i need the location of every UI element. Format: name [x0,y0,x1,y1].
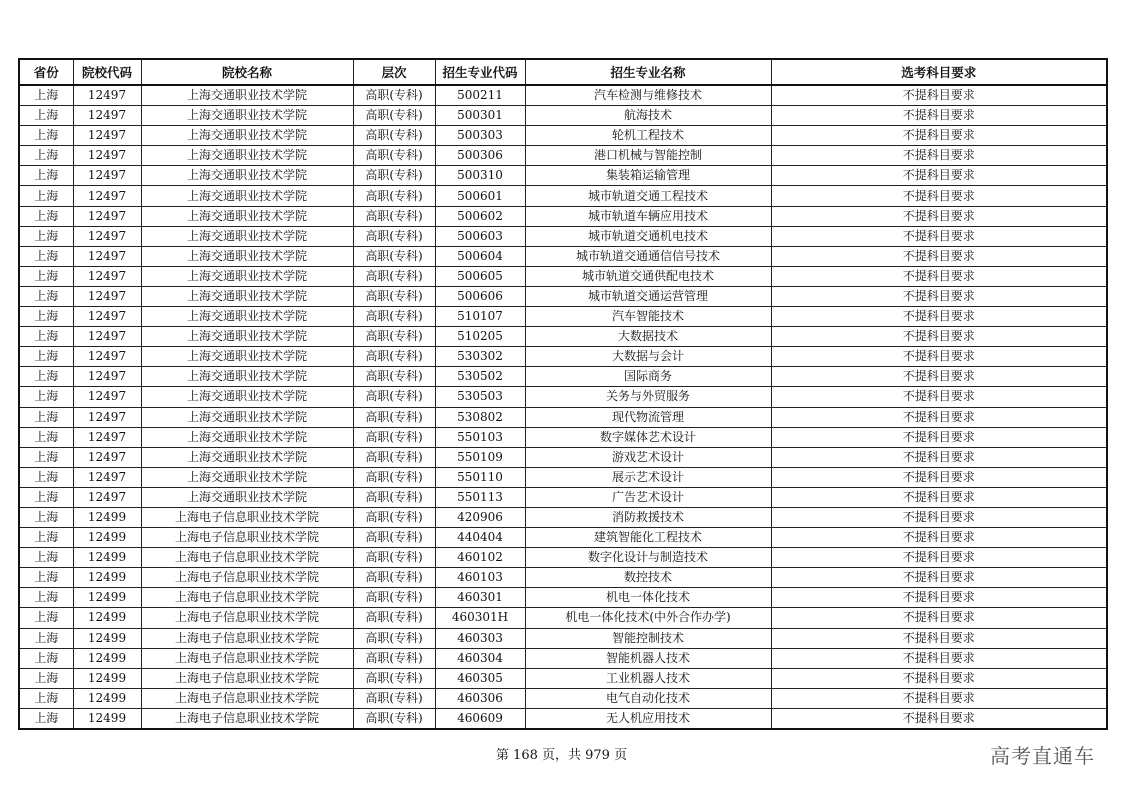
table-row [19,648,1107,668]
province-cell: 上海 [19,327,73,347]
school-code-cell: 12497 [73,126,141,146]
level-cell: 高职(专科) [353,106,435,126]
subject-requirement-cell: 不提科目要求 [771,126,1107,146]
province-cell: 上海 [19,367,73,387]
subject-requirement-cell: 不提科目要求 [771,668,1107,688]
table-row [19,487,1107,507]
major-name-cell: 现代物流管理 [525,407,771,427]
table-row [19,688,1107,708]
header-school-code: 院校代码 [73,59,141,85]
province-cell: 上海 [19,387,73,407]
major-name-cell: 城市轨道交通工程技术 [525,186,771,206]
header-school-name: 院校名称 [141,59,353,85]
level-cell: 高职(专科) [353,126,435,146]
subject-requirement-cell: 不提科目要求 [771,206,1107,226]
school-name-cell: 上海电子信息职业技术学院 [141,708,353,729]
major-name-cell: 智能控制技术 [525,628,771,648]
level-cell: 高职(专科) [353,266,435,286]
header-major-name: 招生专业名称 [525,59,771,85]
major-name-cell: 国际商务 [525,367,771,387]
province-cell: 上海 [19,206,73,226]
subject-requirement-cell: 不提科目要求 [771,588,1107,608]
table-row [19,608,1107,628]
major-name-cell: 无人机应用技术 [525,708,771,729]
school-code-cell: 12499 [73,628,141,648]
school-code-cell: 12499 [73,708,141,729]
subject-requirement-cell: 不提科目要求 [771,286,1107,306]
school-name-cell: 上海交通职业技术学院 [141,387,353,407]
school-code-cell: 12499 [73,588,141,608]
subject-requirement-cell: 不提科目要求 [771,226,1107,246]
level-cell: 高职(专科) [353,487,435,507]
school-code-cell: 12497 [73,447,141,467]
subject-requirement-cell: 不提科目要求 [771,708,1107,729]
province-cell: 上海 [19,146,73,166]
table-row [19,668,1107,688]
major-code-cell: 500605 [435,266,525,286]
subject-requirement-cell: 不提科目要求 [771,467,1107,487]
province-cell: 上海 [19,286,73,306]
level-cell: 高职(专科) [353,608,435,628]
school-name-cell: 上海交通职业技术学院 [141,266,353,286]
table-row [19,186,1107,206]
major-code-cell: 500606 [435,286,525,306]
major-name-cell: 数字化设计与制造技术 [525,548,771,568]
school-code-cell: 12497 [73,367,141,387]
major-name-cell: 集装箱运输管理 [525,166,771,186]
major-name-cell: 轮机工程技术 [525,126,771,146]
province-cell: 上海 [19,427,73,447]
table-row [19,327,1107,347]
major-code-cell: 500310 [435,166,525,186]
header-major-code: 招生专业代码 [435,59,525,85]
school-name-cell: 上海电子信息职业技术学院 [141,588,353,608]
school-name-cell: 上海电子信息职业技术学院 [141,528,353,548]
province-cell: 上海 [19,528,73,548]
school-name-cell: 上海交通职业技术学院 [141,327,353,347]
level-cell: 高职(专科) [353,407,435,427]
table-row [19,246,1107,266]
subject-requirement-cell: 不提科目要求 [771,688,1107,708]
province-cell: 上海 [19,668,73,688]
major-name-cell: 智能机器人技术 [525,648,771,668]
school-name-cell: 上海交通职业技术学院 [141,427,353,447]
table-row [19,568,1107,588]
major-code-cell: 500306 [435,146,525,166]
province-cell: 上海 [19,307,73,327]
major-name-cell: 关务与外贸服务 [525,387,771,407]
major-code-cell: 500601 [435,186,525,206]
major-code-cell: 460305 [435,668,525,688]
major-code-cell: 510107 [435,307,525,327]
major-code-cell: 500604 [435,246,525,266]
school-code-cell: 12497 [73,487,141,507]
table-row [19,126,1107,146]
subject-requirement-cell: 不提科目要求 [771,367,1107,387]
level-cell: 高职(专科) [353,588,435,608]
province-cell: 上海 [19,85,73,106]
school-code-cell: 12499 [73,568,141,588]
level-cell: 高职(专科) [353,528,435,548]
school-code-cell: 12497 [73,286,141,306]
school-name-cell: 上海交通职业技术学院 [141,286,353,306]
school-code-cell: 12497 [73,467,141,487]
province-cell: 上海 [19,166,73,186]
major-name-cell: 数字媒体艺术设计 [525,427,771,447]
province-cell: 上海 [19,126,73,146]
table-row [19,447,1107,467]
major-code-cell: 550110 [435,467,525,487]
subject-requirement-cell: 不提科目要求 [771,447,1107,467]
major-name-cell: 游戏艺术设计 [525,447,771,467]
level-cell: 高职(专科) [353,186,435,206]
major-code-cell: 550109 [435,447,525,467]
subject-requirement-cell: 不提科目要求 [771,628,1107,648]
subject-requirement-cell: 不提科目要求 [771,166,1107,186]
level-cell: 高职(专科) [353,447,435,467]
province-cell: 上海 [19,347,73,367]
major-name-cell: 电气自动化技术 [525,688,771,708]
school-name-cell: 上海交通职业技术学院 [141,186,353,206]
province-cell: 上海 [19,266,73,286]
school-name-cell: 上海电子信息职业技术学院 [141,628,353,648]
level-cell: 高职(专科) [353,648,435,668]
school-name-cell: 上海交通职业技术学院 [141,146,353,166]
major-code-cell: 460301H [435,608,525,628]
school-name-cell: 上海交通职业技术学院 [141,85,353,106]
major-name-cell: 机电一体化技术(中外合作办学) [525,608,771,628]
school-name-cell: 上海电子信息职业技术学院 [141,688,353,708]
province-cell: 上海 [19,628,73,648]
level-cell: 高职(专科) [353,467,435,487]
school-code-cell: 12497 [73,226,141,246]
school-code-cell: 12499 [73,507,141,527]
school-name-cell: 上海交通职业技术学院 [141,367,353,387]
school-name-cell: 上海交通职业技术学院 [141,407,353,427]
subject-requirement-cell: 不提科目要求 [771,146,1107,166]
major-table [18,58,1108,730]
major-name-cell: 港口机械与智能控制 [525,146,771,166]
page-number: 第 168 页，共 979 页 [495,748,628,763]
level-cell: 高职(专科) [353,427,435,447]
school-name-cell: 上海电子信息职业技术学院 [141,548,353,568]
level-cell: 高职(专科) [353,307,435,327]
subject-requirement-cell: 不提科目要求 [771,347,1107,367]
major-code-cell: 460303 [435,628,525,648]
school-code-cell: 12497 [73,166,141,186]
province-cell: 上海 [19,648,73,668]
province-cell: 上海 [19,487,73,507]
major-code-cell: 500211 [435,85,525,106]
school-code-cell: 12499 [73,548,141,568]
province-cell: 上海 [19,568,73,588]
province-cell: 上海 [19,608,73,628]
subject-requirement-cell: 不提科目要求 [771,528,1107,548]
level-cell: 高职(专科) [353,367,435,387]
subject-requirement-cell: 不提科目要求 [771,487,1107,507]
table-row [19,146,1107,166]
school-name-cell: 上海电子信息职业技术学院 [141,668,353,688]
subject-requirement-cell: 不提科目要求 [771,266,1107,286]
province-cell: 上海 [19,507,73,527]
level-cell: 高职(专科) [353,628,435,648]
header-province: 省份 [19,59,73,85]
major-code-cell: 460306 [435,688,525,708]
level-cell: 高职(专科) [353,246,435,266]
school-code-cell: 12499 [73,648,141,668]
level-cell: 高职(专科) [353,226,435,246]
subject-requirement-cell: 不提科目要求 [771,186,1107,206]
school-code-cell: 12497 [73,407,141,427]
major-code-cell: 510205 [435,327,525,347]
subject-requirement-cell: 不提科目要求 [771,507,1107,527]
school-name-cell: 上海交通职业技术学院 [141,206,353,226]
major-name-cell: 航海技术 [525,106,771,126]
major-code-cell: 500602 [435,206,525,226]
major-name-cell: 建筑智能化工程技术 [525,528,771,548]
subject-requirement-cell: 不提科目要求 [771,407,1107,427]
subject-requirement-cell: 不提科目要求 [771,246,1107,266]
table-row [19,507,1107,527]
level-cell: 高职(专科) [353,568,435,588]
school-name-cell: 上海交通职业技术学院 [141,246,353,266]
table-row [19,708,1107,729]
school-code-cell: 12497 [73,246,141,266]
table-row [19,528,1107,548]
major-code-cell: 460301 [435,588,525,608]
table-row [19,427,1107,447]
header-subject-requirement: 选考科目要求 [771,59,1107,85]
province-cell: 上海 [19,708,73,729]
level-cell: 高职(专科) [353,206,435,226]
level-cell: 高职(专科) [353,166,435,186]
major-name-cell: 城市轨道交通供配电技术 [525,266,771,286]
table-row [19,347,1107,367]
province-cell: 上海 [19,447,73,467]
school-code-cell: 12497 [73,186,141,206]
subject-requirement-cell: 不提科目要求 [771,106,1107,126]
data-table-container [18,58,1106,730]
table-row [19,407,1107,427]
table-row [19,226,1107,246]
major-code-cell: 460304 [435,648,525,668]
header-level: 层次 [353,59,435,85]
major-name-cell: 城市轨道交通机电技术 [525,226,771,246]
school-name-cell: 上海交通职业技术学院 [141,226,353,246]
major-name-cell: 工业机器人技术 [525,668,771,688]
school-code-cell: 12497 [73,347,141,367]
major-name-cell: 汽车检测与维修技术 [525,85,771,106]
school-code-cell: 12499 [73,608,141,628]
province-cell: 上海 [19,407,73,427]
school-code-cell: 12497 [73,146,141,166]
school-name-cell: 上海电子信息职业技术学院 [141,608,353,628]
school-code-cell: 12497 [73,106,141,126]
major-code-cell: 460102 [435,548,525,568]
major-code-cell: 500301 [435,106,525,126]
level-cell: 高职(专科) [353,507,435,527]
table-row [19,166,1107,186]
table-row [19,307,1107,327]
province-cell: 上海 [19,106,73,126]
subject-requirement-cell: 不提科目要求 [771,608,1107,628]
subject-requirement-cell: 不提科目要求 [771,327,1107,347]
school-code-cell: 12497 [73,327,141,347]
table-row [19,266,1107,286]
table-row [19,206,1107,226]
subject-requirement-cell: 不提科目要求 [771,568,1107,588]
school-name-cell: 上海交通职业技术学院 [141,487,353,507]
school-code-cell: 12497 [73,206,141,226]
major-code-cell: 460609 [435,708,525,729]
province-cell: 上海 [19,467,73,487]
level-cell: 高职(专科) [353,327,435,347]
major-code-cell: 500303 [435,126,525,146]
major-name-cell: 大数据技术 [525,327,771,347]
school-code-cell: 12499 [73,528,141,548]
school-code-cell: 12497 [73,427,141,447]
school-name-cell: 上海交通职业技术学院 [141,447,353,467]
major-name-cell: 展示艺术设计 [525,467,771,487]
major-name-cell: 数控技术 [525,568,771,588]
major-code-cell: 530503 [435,387,525,407]
school-name-cell: 上海电子信息职业技术学院 [141,507,353,527]
major-code-cell: 530302 [435,347,525,367]
level-cell: 高职(专科) [353,85,435,106]
school-name-cell: 上海电子信息职业技术学院 [141,648,353,668]
school-name-cell: 上海交通职业技术学院 [141,126,353,146]
school-name-cell: 上海交通职业技术学院 [141,106,353,126]
school-name-cell: 上海交通职业技术学院 [141,347,353,367]
major-code-cell: 550103 [435,427,525,447]
school-code-cell: 12497 [73,307,141,327]
major-name-cell: 大数据与会计 [525,347,771,367]
level-cell: 高职(专科) [353,668,435,688]
school-code-cell: 12497 [73,266,141,286]
level-cell: 高职(专科) [353,347,435,367]
table-row [19,286,1107,306]
subject-requirement-cell: 不提科目要求 [771,307,1107,327]
major-name-cell: 城市轨道车辆应用技术 [525,206,771,226]
major-code-cell: 460103 [435,568,525,588]
province-cell: 上海 [19,588,73,608]
table-row [19,628,1107,648]
table-row [19,588,1107,608]
table-row [19,548,1107,568]
major-name-cell: 汽车智能技术 [525,307,771,327]
school-code-cell: 12499 [73,668,141,688]
level-cell: 高职(专科) [353,708,435,729]
province-cell: 上海 [19,226,73,246]
province-cell: 上海 [19,246,73,266]
major-code-cell: 530502 [435,367,525,387]
table-row [19,467,1107,487]
province-cell: 上海 [19,548,73,568]
table-body [19,85,1107,729]
level-cell: 高职(专科) [353,146,435,166]
school-code-cell: 12497 [73,387,141,407]
table-row [19,387,1107,407]
major-code-cell: 440404 [435,528,525,548]
subject-requirement-cell: 不提科目要求 [771,387,1107,407]
watermark-text: 高考直通车 [990,744,1095,768]
major-name-cell: 消防救援技术 [525,507,771,527]
school-code-cell: 12499 [73,688,141,708]
table-row [19,367,1107,387]
major-name-cell: 广告艺术设计 [525,487,771,507]
level-cell: 高职(专科) [353,286,435,306]
table-header-row [19,59,1107,85]
level-cell: 高职(专科) [353,387,435,407]
school-name-cell: 上海交通职业技术学院 [141,166,353,186]
subject-requirement-cell: 不提科目要求 [771,427,1107,447]
level-cell: 高职(专科) [353,548,435,568]
table-row [19,106,1107,126]
province-cell: 上海 [19,186,73,206]
subject-requirement-cell: 不提科目要求 [771,548,1107,568]
major-name-cell: 城市轨道交通运营管理 [525,286,771,306]
level-cell: 高职(专科) [353,688,435,708]
school-code-cell: 12497 [73,85,141,106]
major-code-cell: 500603 [435,226,525,246]
school-name-cell: 上海电子信息职业技术学院 [141,568,353,588]
subject-requirement-cell: 不提科目要求 [771,85,1107,106]
school-name-cell: 上海交通职业技术学院 [141,307,353,327]
major-name-cell: 机电一体化技术 [525,588,771,608]
table-row [19,85,1107,106]
major-code-cell: 530802 [435,407,525,427]
major-code-cell: 550113 [435,487,525,507]
major-code-cell: 420906 [435,507,525,527]
major-name-cell: 城市轨道交通通信信号技术 [525,246,771,266]
province-cell: 上海 [19,688,73,708]
school-name-cell: 上海交通职业技术学院 [141,467,353,487]
subject-requirement-cell: 不提科目要求 [771,648,1107,668]
